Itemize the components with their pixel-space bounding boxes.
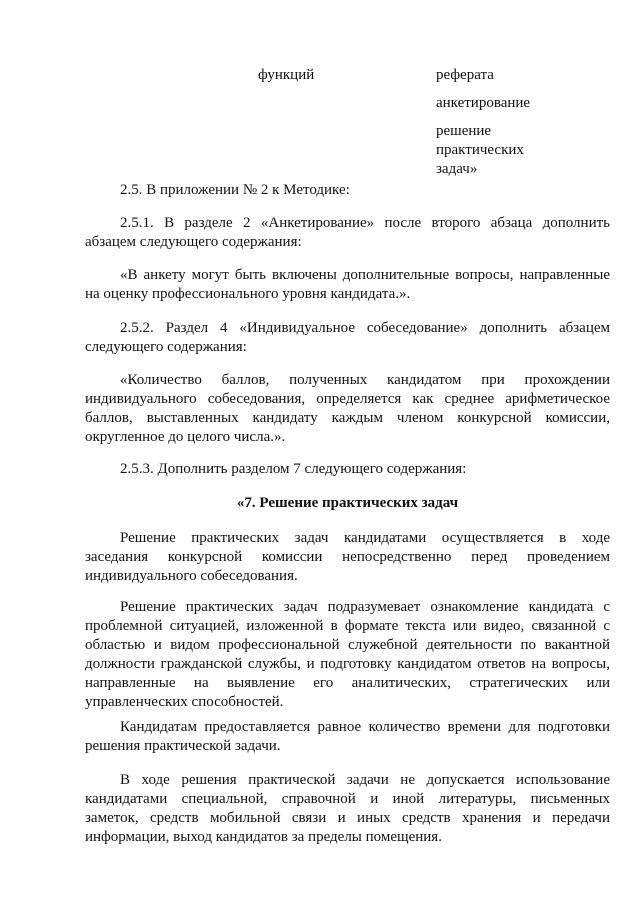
paragraph-line: 2.5.3. Дополнить разделом 7 следующего содержания: xyxy=(120,461,467,477)
paragraph-line: округленное до целого числа.». xyxy=(85,429,286,445)
paragraph-line: на оценку профессионального уровня кандидата.». xyxy=(85,286,411,302)
paragraph-2-5-3 xyxy=(85,460,610,479)
table-cell-text: решение xyxy=(436,123,492,139)
paragraph-2-5 xyxy=(85,181,610,200)
paragraph-line: Решение практических задач подразумевает ознакомление кандидата с xyxy=(120,599,610,615)
section-heading: «7. Решение практических задач xyxy=(236,495,459,511)
paragraph-line: должности гражданской службы, и подготовку кандидатом ответов на вопросы, xyxy=(85,656,610,672)
paragraph-line: индивидуального собеседования, определяется как среднее арифметическое xyxy=(85,391,610,407)
paragraph-2-5-1 xyxy=(85,214,610,252)
paragraph-line: баллов, выставленных кандидату каждым членом конкурсной комиссии, xyxy=(85,410,610,426)
paragraph-line: направленные на выявление его аналитических, стратегических или xyxy=(85,675,610,691)
paragraph-line: Кандидатам предоставляется равное количество времени для подготовки xyxy=(120,719,610,735)
paragraph-line: заседания конкурсной комиссии непосредственно перед проведением xyxy=(85,549,610,565)
paragraph-quote-questionnaire xyxy=(85,266,610,304)
paragraph-line: областью и видом профессиональной служебной деятельности по вакантной xyxy=(85,637,610,653)
paragraph-line: следующего содержания: xyxy=(85,339,247,355)
table-cell-text: анкетирование xyxy=(436,95,531,111)
paragraph-line: Решение практических задач кандидатами осуществляется в ходе xyxy=(120,530,610,546)
paragraph-line: 2.5. В приложении № 2 к Методике: xyxy=(120,182,350,198)
paragraph-2-5-2 xyxy=(85,319,610,357)
paragraph-practical-tasks-timing xyxy=(85,529,610,586)
paragraph-line: В ходе решения практической задачи не допускается использование xyxy=(120,772,610,788)
paragraph-practical-tasks-content xyxy=(85,598,610,712)
paragraph-line: «В анкету могут быть включены дополнительные вопросы, направленные xyxy=(120,267,610,283)
paragraph-line: абзацем следующего содержания: xyxy=(85,234,302,250)
table-cell-text: задач» xyxy=(436,161,478,177)
table-cell-text: функций xyxy=(258,67,315,83)
paragraph-line: управленческих способностей. xyxy=(85,694,284,710)
paragraph-line: индивидуального собеседования. xyxy=(85,568,298,584)
paragraph-line: кандидатами специальной, справочной и иной литературы, письменных xyxy=(85,791,610,807)
paragraph-line: проблемной ситуацией, изложенной в формате текста или видео, связанной с xyxy=(85,618,610,634)
paragraph-line: «Количество баллов, полученных кандидатом при прохождении xyxy=(120,372,610,388)
paragraph-line: информации, выход кандидатов за пределы помещения. xyxy=(85,829,442,845)
paragraph-line: решения практической задачи. xyxy=(85,738,281,754)
paragraph-restrictions xyxy=(85,771,610,847)
paragraph-equal-time xyxy=(85,718,610,756)
table-cell-right xyxy=(436,66,530,179)
table-cell-text: реферата xyxy=(436,67,494,83)
paragraph-line: 2.5.2. Раздел 4 «Индивидуальное собеседование» дополнить абзацем xyxy=(120,320,610,336)
paragraph-line: 2.5.1. В разделе 2 «Анкетирование» после второго абзаца дополнить xyxy=(120,215,610,231)
paragraph-line: заметок, средств мобильной связи и иных средств хранения и передачи xyxy=(85,810,610,826)
table-cell-text: практических xyxy=(436,142,524,158)
table-cell-left xyxy=(258,66,314,85)
paragraph-quote-scores xyxy=(85,371,610,447)
